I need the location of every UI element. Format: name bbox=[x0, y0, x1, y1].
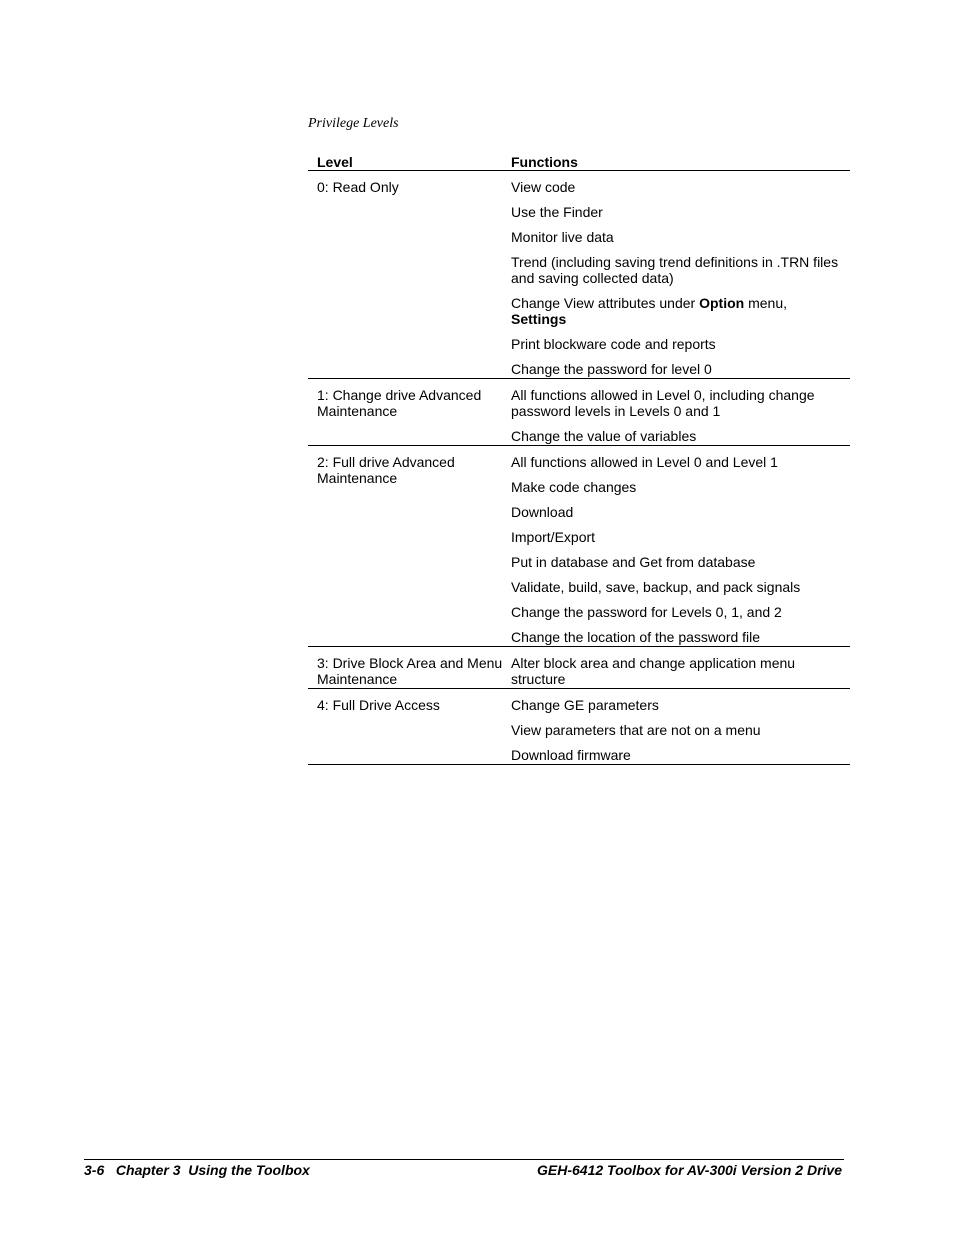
function-item bbox=[511, 295, 844, 327]
level-cell: 4: Full Drive Access bbox=[317, 697, 440, 713]
privilege-levels-table bbox=[308, 153, 850, 765]
function-item: Change the location of the password file bbox=[511, 629, 761, 645]
header-level: Level bbox=[317, 154, 353, 170]
function-item: Change GE parameters bbox=[511, 697, 659, 713]
function-item: All functions allowed in Level 0 and Level 1 bbox=[511, 454, 778, 470]
settings-term: Settings bbox=[511, 311, 567, 327]
table-header-row bbox=[308, 153, 850, 171]
function-item: Alter block area and change application menu structure bbox=[511, 655, 796, 687]
function-item: All functions allowed in Level 0, including change password levels in Levels 0 and 1 bbox=[511, 387, 815, 419]
footer-divider bbox=[84, 1159, 844, 1160]
function-item: View parameters that are not on a menu bbox=[511, 722, 761, 738]
footer-document-title: GEH-6412 Toolbox for AV-300i Version 2 Drive bbox=[537, 1162, 842, 1178]
functions-cell bbox=[511, 655, 850, 688]
level-cell: 3: Drive Block Area and Menu Maintenance bbox=[317, 655, 503, 687]
option-menu-term: Option bbox=[699, 295, 745, 311]
function-text: menu, bbox=[744, 295, 788, 311]
table-row-level-4 bbox=[308, 689, 850, 765]
function-item: Use the Finder bbox=[511, 204, 603, 220]
function-item: Download bbox=[511, 504, 574, 520]
function-item: Change the value of variables bbox=[511, 428, 697, 444]
functions-cell bbox=[511, 697, 850, 764]
function-item: Change the password for Levels 0, 1, and 2 bbox=[511, 604, 782, 620]
table-row-level-2 bbox=[308, 446, 850, 647]
functions-cell bbox=[511, 179, 850, 378]
level-cell: 2: Full drive Advanced Maintenance bbox=[317, 454, 455, 486]
table-row-level-3 bbox=[308, 647, 850, 689]
table-row-level-0 bbox=[308, 171, 850, 379]
functions-cell bbox=[511, 454, 850, 646]
function-item: Put in database and Get from database bbox=[511, 554, 756, 570]
function-item: Download firmware bbox=[511, 747, 631, 763]
function-item: Monitor live data bbox=[511, 229, 614, 245]
level-cell: 0: Read Only bbox=[317, 179, 399, 195]
table-caption: Privilege Levels bbox=[308, 116, 399, 131]
function-text: Change View attributes under bbox=[511, 295, 700, 311]
function-item: View code bbox=[511, 179, 576, 195]
function-item: Print blockware code and reports bbox=[511, 336, 716, 352]
footer-chapter: 3-6 Chapter 3 Using the Toolbox bbox=[84, 1162, 310, 1178]
function-item: Import/Export bbox=[511, 529, 596, 545]
function-item: Change the password for level 0 bbox=[511, 361, 712, 377]
header-functions: Functions bbox=[511, 154, 578, 170]
function-item: Validate, build, save, backup, and pack signals bbox=[511, 579, 801, 595]
level-cell: 1: Change drive Advanced Maintenance bbox=[317, 387, 482, 419]
function-item: Trend (including saving trend definitions in .TRN files and saving collected data) bbox=[511, 254, 839, 286]
function-item: Make code changes bbox=[511, 479, 637, 495]
table-row-level-1 bbox=[308, 379, 850, 446]
functions-cell bbox=[511, 387, 850, 445]
